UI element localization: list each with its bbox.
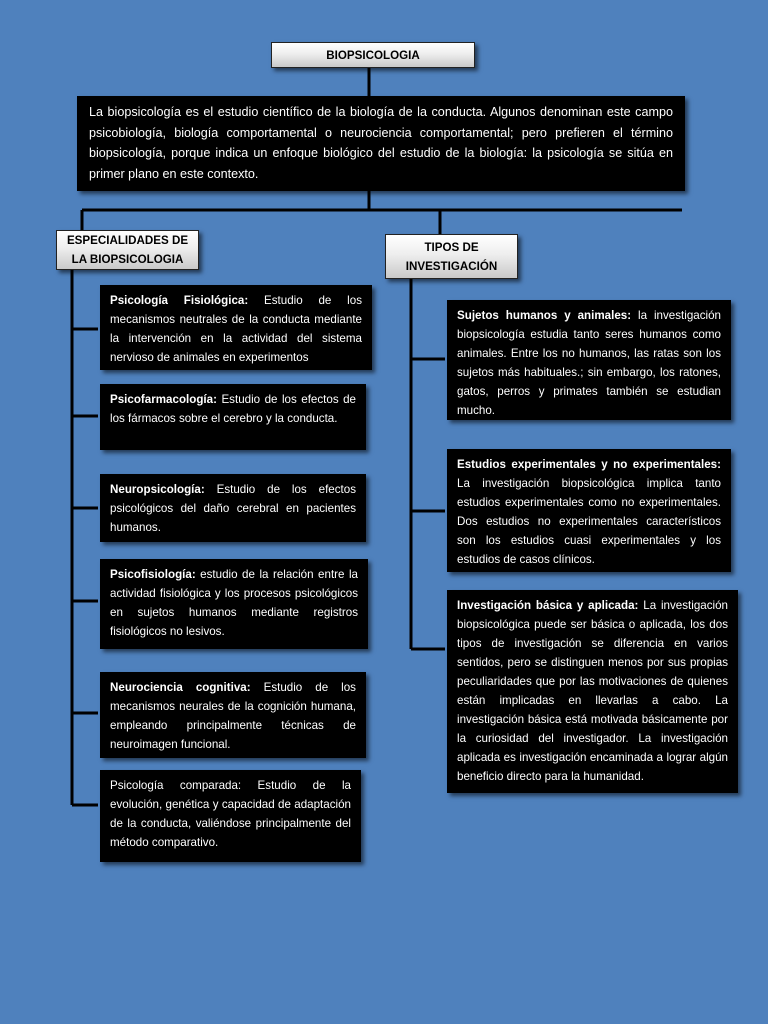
specialty-term: Psicología Fisiológica: — [110, 294, 249, 307]
specialty-box-6 — [100, 770, 361, 862]
page-title: BIOPSICOLOGIA — [326, 48, 420, 62]
specialty-description: Estudio de los mecanismos neurales de la cognición humana, empleando principalmente técnicas de neuroimagen funcional. — [110, 681, 356, 751]
intro-text: La biopsicología es el estudio científico de la biología de la conducta. Algunos denominan este campo psicobiología, biología comportamental o neurociencia comportamental; pero prefieren el término biopsicología, porque indica un enfoque biológico del estudio de la biología: la psicología se sitúa en primer plano en este contexto. — [89, 105, 673, 181]
specialty-description: Estudio de los efectos psicológicos del daño cerebral en pacientes humanos. — [110, 483, 356, 534]
specialties-header-line-2: LA BIOPSICOLOGIA — [71, 253, 184, 266]
research-types-header-line-1: TIPOS DE — [424, 240, 479, 254]
research-type-term: Estudios experimentales y no experimentales: — [457, 458, 721, 471]
research-type-box-1 — [447, 300, 731, 420]
specialty-box-5 — [100, 672, 366, 758]
research-type-description: La investigación biopsicológica implica tanto estudios experimentales como no experimentales. Dos estudios no experimentales característicos son los estudios cuasi experimentales y los estudios de casos clínicos. — [457, 477, 721, 566]
research-type-term: Sujetos humanos y animales: — [457, 309, 632, 322]
specialty-term: Psicofarmacología: — [110, 393, 217, 406]
specialties-header-line-1: ESPECIALIDADES DE — [66, 234, 189, 247]
research-type-box-3 — [447, 590, 738, 793]
specialty-term: Psicofisiología: — [110, 568, 196, 581]
intro-box — [77, 96, 685, 191]
specialty-box-2 — [100, 384, 366, 450]
specialty-description: Estudio de los efectos de los fármacos sobre el cerebro y la conducta. — [110, 393, 356, 425]
specialty-box-1 — [100, 285, 372, 370]
research-types-header-line-2: INVESTIGACIÓN — [405, 259, 498, 273]
specialty-box-4 — [100, 559, 368, 649]
specialties-header — [56, 230, 199, 270]
research-types-header — [385, 234, 518, 279]
title-box — [271, 42, 475, 68]
specialty-box-3 — [100, 474, 366, 542]
specialty-description: estudio de la relación entre la actividad fisiológica y los procesos psicológicos en sujetos humanos mediante registros fisiológicos no lesivos. — [110, 568, 358, 638]
specialty-description: Psicología comparada: Estudio de la evolución, genética y capacidad de adaptación de la conducta, valiéndose principalmente del método comparativo. — [110, 779, 351, 849]
specialty-term: Neuropsicología: — [110, 483, 205, 496]
research-type-box-2 — [447, 449, 731, 572]
research-type-term: Investigación básica y aplicada: — [457, 599, 639, 612]
research-type-description: la investigación biopsicología estudia tanto seres humanos como animales. Entre los no humanos, las ratas son los sujetos más habituales.; sin embargo, los ratones, gatos, perros y primates también se estudian mucho. — [457, 309, 721, 417]
research-type-description: La investigación biopsicológica puede ser básica o aplicada, los dos tipos de investigación se diferencia en varios sentidos, pero se distinguen menos por sus propias peculiaridades que por las motivaciones de quienes están implicadas en llevarlas a cabo. La investigación básica está motivada básicamente por la curiosidad del investigador. La investigación aplicada es investigación encaminada a lograr algún beneficio directo para la humanidad. — [457, 599, 728, 783]
specialty-description: Estudio de los mecanismos neutrales de la conducta mediante la intervención en la actividad del sistema nervioso de animales en experimentos — [110, 294, 362, 364]
specialty-term: Neurociencia cognitiva: — [110, 681, 251, 694]
